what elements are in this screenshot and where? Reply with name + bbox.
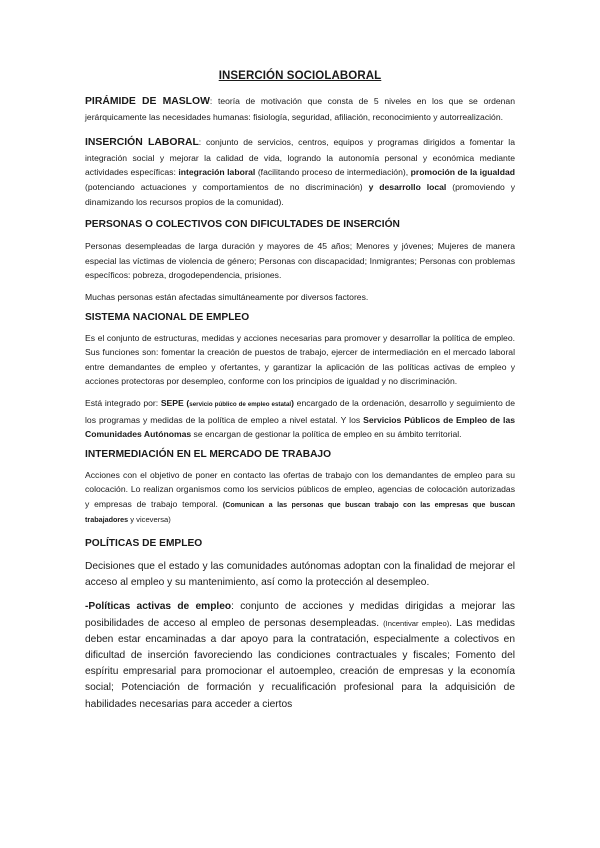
intermediacion-note-end: y viceversa) [128, 515, 171, 525]
colectivos-note: Muchas personas están afectadas simultáneamente por diversos factores. [85, 291, 369, 302]
intermediacion-heading: INTERMEDIACIÓN EN EL MERCADO DE TRABAJO [85, 448, 332, 460]
intermediacion-note: (Comunican a las personas que buscan trabajo con las empresas que buscan trabajadores [85, 499, 515, 525]
sne-p2-text-b: encargado de la ordenación, desarrollo y seguimiento de los programas y medidas de la política de empleo a nivel estatal. Y los [85, 397, 515, 425]
insercion-text-4: (promoviendo y dinamizando los recursos propios de la comunidad). [85, 181, 515, 207]
insercion-bold-2: promoción de la igualdad [410, 167, 515, 178]
politicas-paragraph-2 [85, 599, 515, 712]
politicas-p2-text-a: : conjunto de acciones y medidas dirigidas a mejorar las posibilidades de acceso al empleo de personas desempleadas. [85, 601, 515, 629]
sepe-expansion: servicio público de empleo estatal [189, 400, 292, 408]
document-title: INSERCIÓN SOCIOLABORAL [218, 70, 382, 82]
sne-p2-text-a: Está integrado por: [85, 397, 161, 408]
insercion-bold-1: integración laboral [178, 167, 256, 178]
colectivos-heading: PERSONAS O COLECTIVOS CON DIFICULTADES DE INSERCIÓN [85, 219, 400, 231]
sne-p2-text-c: se encargan de gestionar la política de empleo en su ámbito territorial. [191, 429, 462, 440]
insercion-term: INSERCIÓN LABORAL [85, 137, 199, 149]
maslow-text: : teoría de motivación que consta de 5 niveles en los que se ordenan jerárquicamente las necesidades humanas: fisiología, seguridad, afiliación, reconocimiento y autorrealización. [85, 96, 515, 122]
spe-term: Servicios Públicos de Empleo de las Comunidades Autónomas [85, 414, 515, 440]
politicas-paragraph-1: Decisiones que el estado y las comunidades autónomas adoptan con la finalidad de mejorar el acceso al empleo y su mantenimiento, así como la protección al desempleo. [85, 561, 515, 589]
insercion-text-1: : conjunto de servicios, centros, equipos y programas dirigidos a fomentar la integración social y mejorar la calidad de vida, logrando la autonomía personal y económica mediante actividades específicas: [85, 137, 515, 178]
insercion-bold-3: y desarrollo local [368, 181, 447, 192]
insercion-paragraph [85, 135, 515, 209]
politicas-note: (Incentivar empleo) [383, 618, 450, 628]
sne-paragraph-1: Es el conjunto de estructuras, medidas y acciones necesarias para promover y desarrollar la política de empleo. Sus funciones son: fomentar la creación de puestos de trabajo, ejercer de intermediación en el mercado laboral entre demandantes de empleo y ofertantes, y garantizar la aplicación de las políticas activas de empleo y acciones protectoras por desempleo, conforme con los principios de igualdad y no discriminación. [85, 332, 515, 387]
maslow-paragraph [85, 94, 515, 124]
sne-paragraph-2 [85, 396, 515, 442]
politicas-activas-term: -Políticas activas de empleo [85, 601, 232, 613]
insercion-text-3: (potenciando actuaciones y comportamientos de no discriminación) [85, 181, 369, 192]
insercion-text-2: (facilitando proceso de intermediación), [255, 167, 411, 178]
document-page [85, 70, 515, 713]
politicas-p2-text-b: . Las medidas deben estar encaminadas a dar apoyo para la contratación, especialmente a colectivos en dificultad de inserción favoreciendo las condiciones contractuales y fiscales; Fomento del espíritu empresarial para promocionar el autoempleo, creación de empresas y la economía social; Potenciación de formación y recualificación profesional para la adquisición de habilidades necesarias para acceder a ciertos [85, 617, 515, 710]
sepe-term: SEPE ( [160, 397, 190, 408]
politicas-heading: POLÍTICAS DE EMPLEO [85, 538, 203, 550]
maslow-term: PIRÁMIDE DE MASLOW [85, 96, 210, 107]
colectivos-paragraph: Personas desempleadas de larga duración y mayores de 45 años; Menores y jóvenes; Mujeres de manera especial las víctimas de violencia de género; Personas con discapacidad; Inmigrantes; Personas con problemas específicos: pobreza, drogodependencia, prisiones. [85, 241, 515, 281]
intermediacion-paragraph [85, 468, 515, 528]
sepe-close: ) [291, 397, 294, 408]
sne-heading: SISTEMA NACIONAL DE EMPLEO [85, 311, 250, 323]
intermediacion-text: Acciones con el objetivo de poner en contacto las ofertas de trabajo con los demandantes de empleo para su colocación. Lo realizan organismos como los servicios públicos de empleo, agencias de colocación autorizadas y empresas de trabajo temporal. [85, 469, 515, 509]
